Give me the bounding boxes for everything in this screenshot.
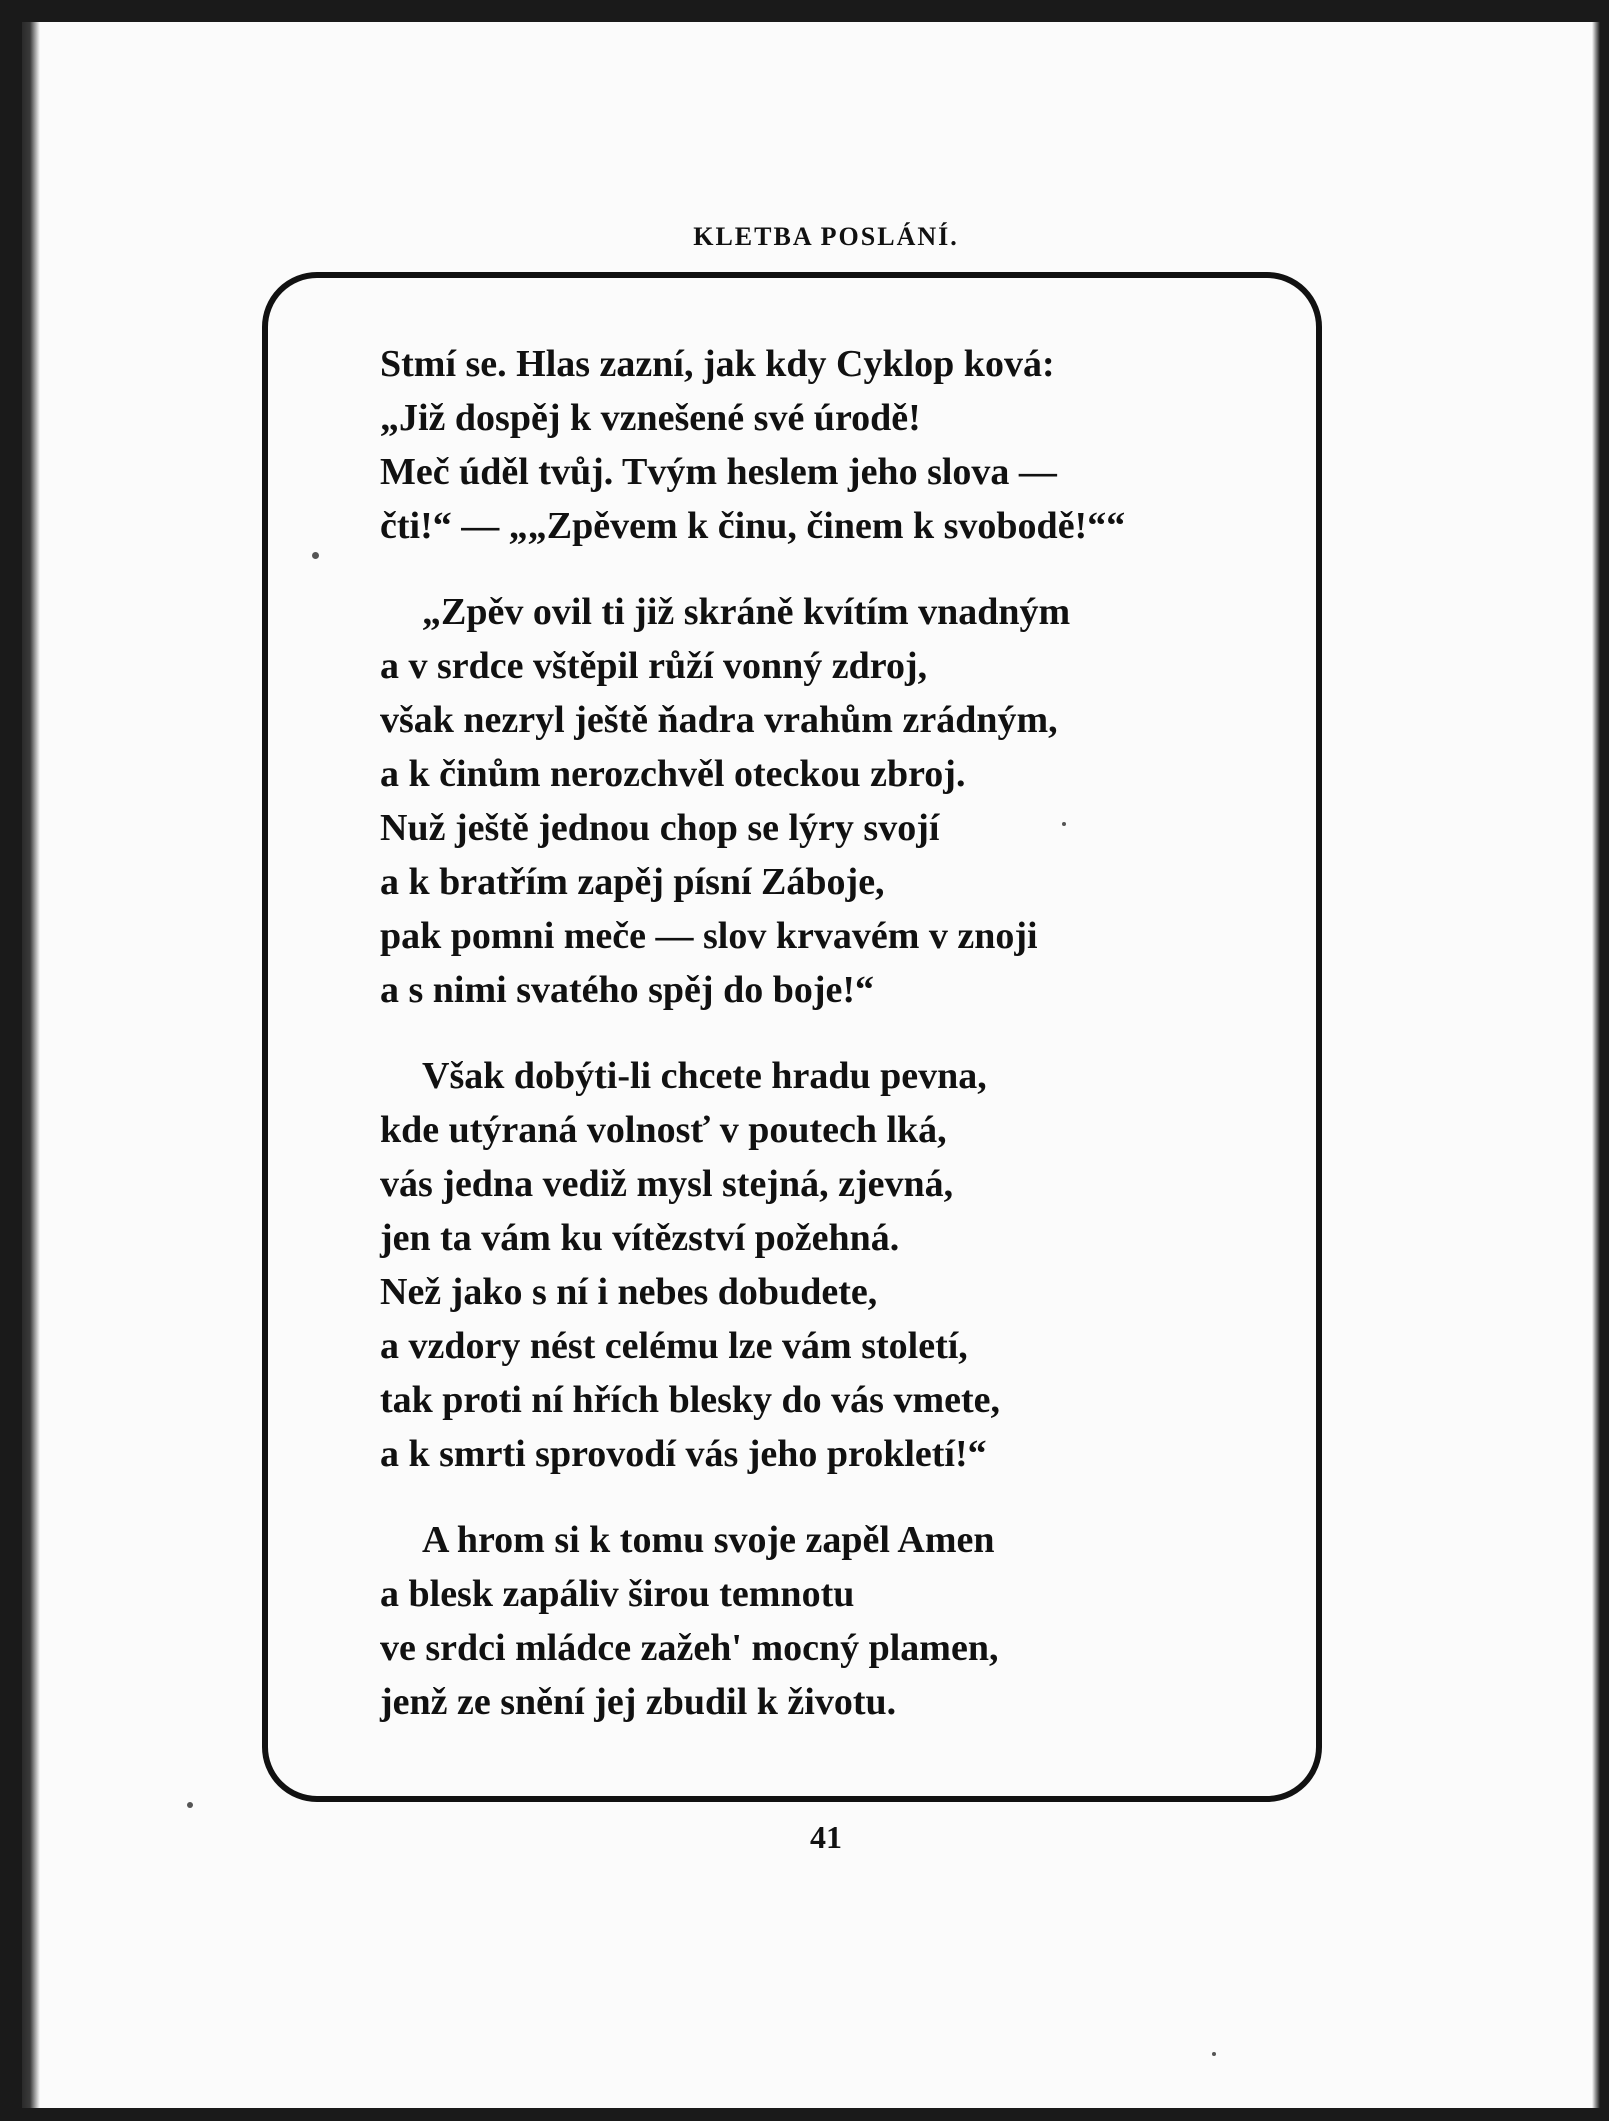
poem-line: a blesk zapáliv širou temnotu xyxy=(380,1573,855,1615)
poem-line: a k činům nerozchvěl oteckou zbroj. xyxy=(380,753,966,795)
poem-line: Než jako s ní i nebes dobudete, xyxy=(380,1271,878,1313)
stanza xyxy=(380,337,1300,553)
scan-speck xyxy=(312,552,319,559)
page-number: 41 xyxy=(810,1819,842,1855)
poem-line: však nezryl ještě ňadra vrahům zrádným, xyxy=(380,699,1058,741)
poem-line: ve srdci mládce zažeh' mocný plamen, xyxy=(380,1627,999,1669)
poem-line: Však dobýti-li chcete hradu pevna, xyxy=(422,1055,987,1097)
poem-line: a s nimi svatého spěj do boje!“ xyxy=(380,969,875,1011)
poem-line: jenž ze snění jej zbudil k životu. xyxy=(380,1681,897,1723)
poem-line: a k smrti sprovodí vás jeho prokletí!“ xyxy=(380,1433,987,1475)
scan-speck xyxy=(1062,822,1066,826)
stanza xyxy=(380,585,1300,1017)
poem-line: „Již dospěj k vznešené své úrodě! xyxy=(380,397,921,439)
poem-line: pak pomni meče — slov krvavém v znoji xyxy=(380,915,1038,957)
scan-speck xyxy=(187,1802,193,1808)
poem-line: kde utýraná volnosť v poutech lká, xyxy=(380,1109,947,1151)
poem-line: A hrom si k tomu svoje zapěl Amen xyxy=(422,1519,995,1561)
poem-line: a k bratřím zapěj písní Záboje, xyxy=(380,861,885,903)
poem-line: tak proti ní hřích blesky do vás vmete, xyxy=(380,1379,1001,1421)
poem-line: a v srdce vštěpil růží vonný zdroj, xyxy=(380,645,928,687)
scan-speck xyxy=(1212,2052,1216,2056)
poem-line: „Zpěv ovil ti již skráně kvítím vnadným xyxy=(422,591,1071,633)
poem-line: a vzdory nést celému lze vám století, xyxy=(380,1325,968,1367)
poem-line: jen ta vám ku vítězství požehná. xyxy=(380,1217,900,1259)
book-page xyxy=(22,22,1600,2108)
stanza xyxy=(380,1513,1300,1729)
poem-line: Stmí se. Hlas zazní, jak kdy Cyklop ková: xyxy=(380,343,1055,385)
poem-line: vás jedna vediž mysl stejná, zjevná, xyxy=(380,1163,954,1205)
poem-body xyxy=(380,337,1300,1761)
poem-line: Meč úděl tvůj. Tvým heslem jeho slova — xyxy=(380,451,1057,493)
page-edge-shadow xyxy=(1592,22,1600,2108)
page-gutter-shadow xyxy=(22,22,40,2108)
poem-line: Nuž ještě jednou chop se lýry svojí xyxy=(380,807,940,849)
poem-line: čti!“ — „„Zpěvem k činu, činem k svobodě!““ xyxy=(380,505,1126,547)
stanza xyxy=(380,1049,1300,1481)
running-head: KLETBA POSLÁNÍ. xyxy=(693,222,959,251)
